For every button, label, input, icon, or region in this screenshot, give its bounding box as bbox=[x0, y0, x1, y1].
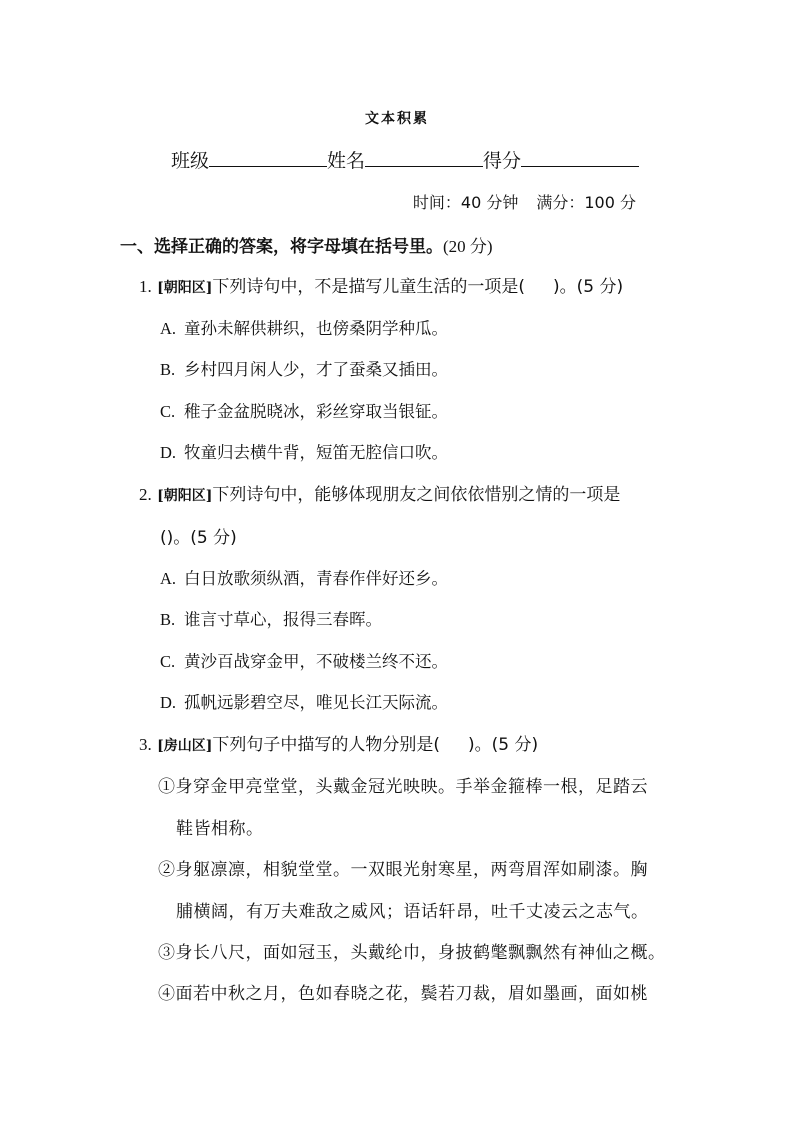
name-label: 姓名 bbox=[327, 150, 366, 172]
section-heading bbox=[120, 232, 493, 257]
class-label: 班级 bbox=[171, 150, 210, 172]
option-d: D. 孤帆远影碧空尽，唯见长江天际流。 bbox=[160, 693, 448, 712]
question-1-stem: 1. [朝阳区]下列诗句中，不是描写儿童生活的一项是( )。(5 分) bbox=[139, 277, 624, 297]
question-2-stem: 2. [朝阳区]下列诗句中，能够体现朋友之间依依惜别之情的一项是 bbox=[139, 485, 621, 505]
passage-2-line-1: ②身躯凛凛，相貌堂堂。一双眼光射寒星，两弯眉浑如刷漆。胸 bbox=[158, 860, 648, 880]
question-3-stem: 3. [房山区]下列句子中描写的人物分别是( )。(5 分) bbox=[139, 735, 539, 755]
section-score: (20 分) bbox=[443, 237, 493, 256]
name-blank bbox=[365, 148, 483, 167]
section-title: 一、选择正确的答案，将字母填在括号里。 bbox=[120, 237, 443, 257]
passage-1-line-2: 鞋皆相称。 bbox=[176, 819, 264, 839]
full-score: 满分：100 分 bbox=[536, 193, 636, 212]
question-source: [房山区] bbox=[157, 738, 213, 754]
option-a: A. 白日放歌须纵酒，青春作伴好还乡。 bbox=[160, 569, 448, 588]
class-blank bbox=[209, 148, 327, 167]
passage-3-line-1: ③身长八尺，面如冠玉，头戴纶巾，身披鹤氅飘飘然有神仙之概。 bbox=[158, 943, 666, 963]
question-source: [朝阳区] bbox=[157, 280, 213, 296]
passage-2-line-2: 脯横阔，有万夫难敌之威风；语话轩昂，吐千丈凌云之志气。 bbox=[176, 902, 649, 922]
option-c: C. 稚子金盆脱晓冰，彩丝穿取当银钲。 bbox=[160, 402, 448, 421]
score-blank bbox=[521, 148, 639, 167]
option-a: A. 童孙未解供耕织，也傍桑阴学种瓜。 bbox=[160, 319, 448, 338]
exam-info bbox=[413, 190, 636, 213]
option-c: C. 黄沙百战穿金甲，不破楼兰终不还。 bbox=[160, 652, 448, 671]
student-info-row bbox=[171, 146, 639, 173]
question-2-stem-cont: ()。(5 分) bbox=[160, 528, 237, 548]
time-limit: 时间：40 分钟 bbox=[412, 193, 519, 212]
question-source: [朝阳区] bbox=[157, 488, 213, 504]
worksheet-title: 文本积累 bbox=[365, 111, 429, 127]
score-label: 得分 bbox=[483, 150, 522, 172]
passage-4-line-1: ④面若中秋之月，色如春晓之花，鬓若刀裁，眉如墨画，面如桃 bbox=[158, 984, 648, 1004]
passage-1-line-1: ①身穿金甲亮堂堂，头戴金冠光映映。手举金箍棒一根，足踏云 bbox=[158, 777, 648, 797]
option-b: B. 谁言寸草心，报得三春晖。 bbox=[160, 610, 382, 629]
option-d: D. 牧童归去横牛背，短笛无腔信口吹。 bbox=[160, 443, 448, 462]
option-b: B. 乡村四月闲人少，才了蚕桑又插田。 bbox=[160, 360, 448, 379]
